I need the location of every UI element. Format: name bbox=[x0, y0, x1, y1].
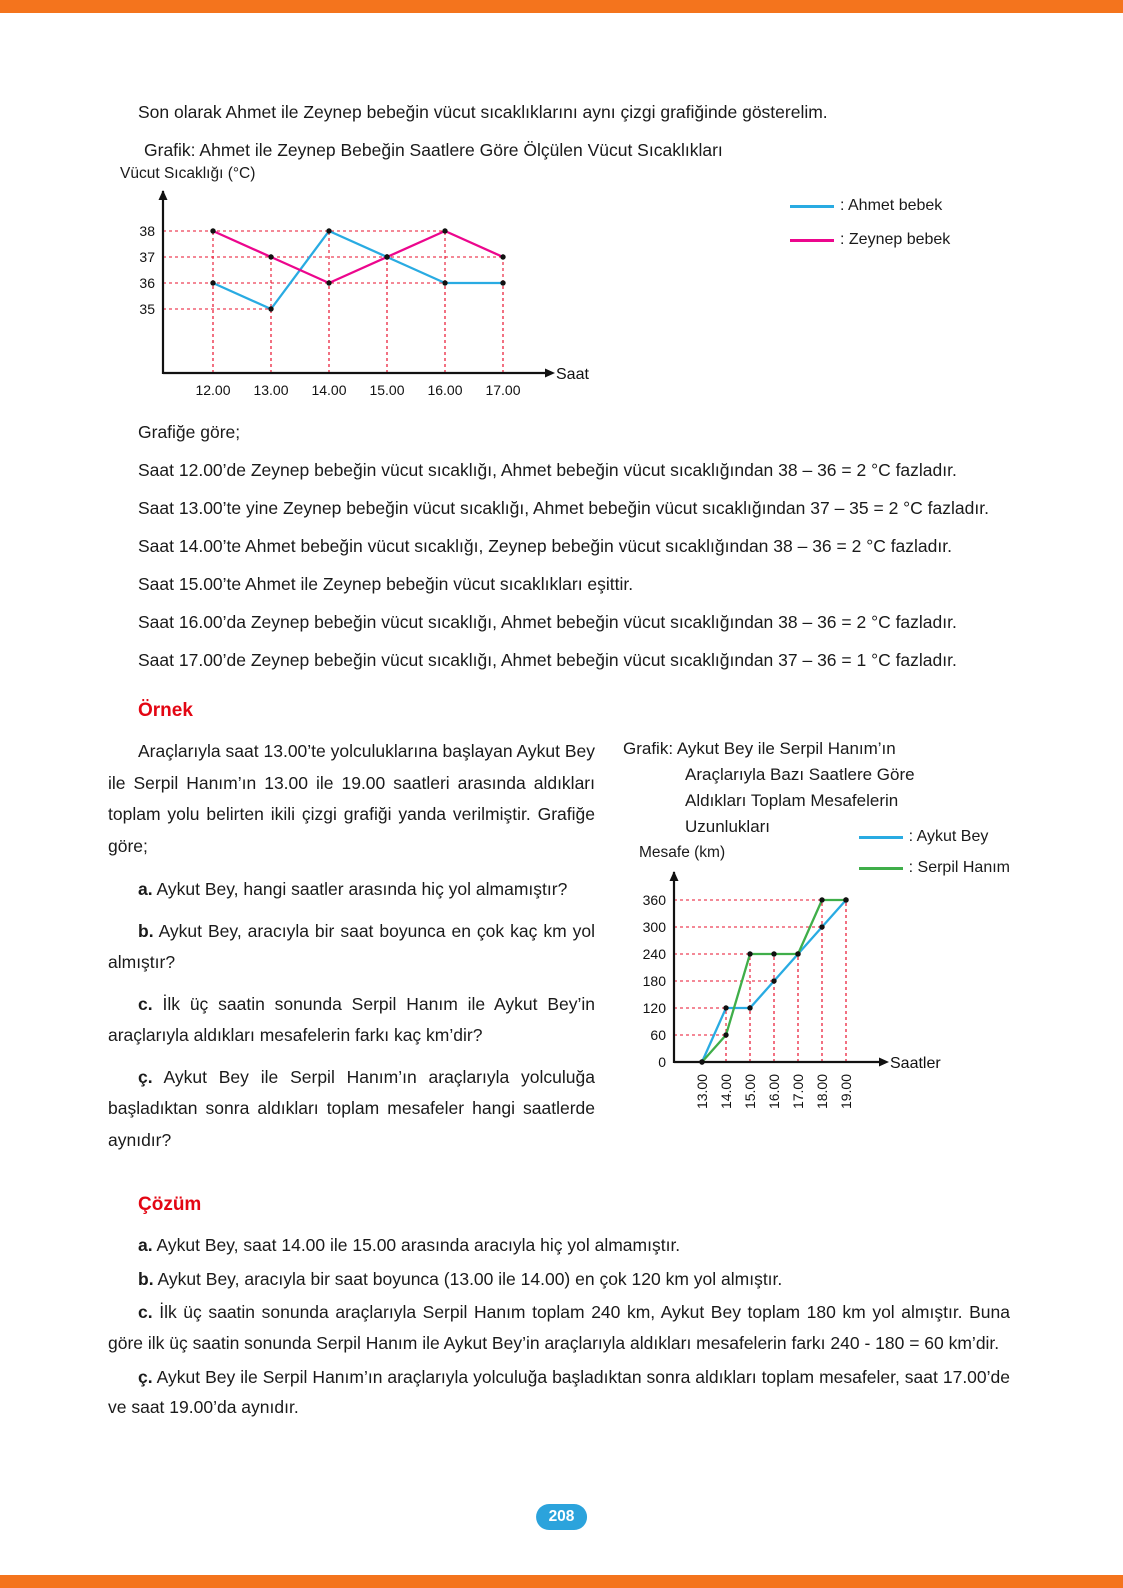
chart1-legend bbox=[790, 197, 950, 249]
solution-section bbox=[108, 1230, 1010, 1423]
legend-label-serpil: : Serpil Hanım bbox=[908, 859, 1010, 876]
chart2-title bbox=[623, 736, 1010, 840]
svg-text:360: 360 bbox=[642, 892, 666, 908]
svg-text:18.00: 18.00 bbox=[814, 1074, 830, 1110]
svg-text:13.00: 13.00 bbox=[253, 382, 289, 398]
svg-text:16.00: 16.00 bbox=[766, 1074, 782, 1110]
svg-text:Saatler: Saatler bbox=[890, 1055, 941, 1072]
solution-a-text: Aykut Bey, saat 14.00 ile 15.00 arasında aracıyla hiç yol almamıştır. bbox=[156, 1235, 681, 1255]
analysis-line-1400: Saat 14.00’te Ahmet bebeğin vücut sıcaklığı, Zeynep bebeğin vücut sıcaklığından 38 – 36 = 2 °C fazladır. bbox=[138, 536, 952, 556]
temperature-line-chart bbox=[118, 183, 618, 403]
question-c2 bbox=[108, 1062, 595, 1157]
chart2-title-line-4: Uzunlukları bbox=[685, 817, 771, 836]
question-b bbox=[108, 916, 595, 979]
intro-paragraph: Son olarak Ahmet ile Zeynep bebeğin vücut sıcaklıklarını aynı çizgi grafiğinde gösterelim. bbox=[138, 102, 828, 122]
svg-text:17.00: 17.00 bbox=[485, 382, 521, 398]
bottom-edge-bar bbox=[0, 1575, 1123, 1588]
analysis-line-1200: Saat 12.00’de Zeynep bebeğin vücut sıcaklığı, Ahmet bebeğin vücut sıcaklığından 38 – 36 = 2 °C fazladır. bbox=[138, 460, 957, 480]
svg-text:38: 38 bbox=[139, 223, 155, 239]
chart1-y-axis-label: Vücut Sıcaklığı (°C) bbox=[120, 165, 256, 182]
chart2-title-line-3: Aldıkları Toplam Mesafelerin bbox=[685, 791, 899, 810]
analysis-line-1600: Saat 16.00’da Zeynep bebeğin vücut sıcaklığı, Ahmet bebeğin vücut sıcaklığından 38 – 36 = 2 °C fazladır. bbox=[138, 612, 957, 632]
analysis-line-1500: Saat 15.00’te Ahmet ile Zeynep bebeğin vücut sıcaklıkları eşittir. bbox=[138, 574, 634, 594]
example-paragraph: Araçlarıyla saat 13.00’te yolculuklarına başlayan Aykut Bey ile Serpil Hanım’ın 13.00 ile 19.00 saatleri arasında aldıkları toplam yolu belirten ikili çizgi grafiği yanda verilmiştir. Grafiğe göre; bbox=[108, 741, 595, 856]
analysis-intro: Grafiğe göre; bbox=[138, 422, 241, 442]
svg-text:0: 0 bbox=[658, 1054, 666, 1070]
svg-text:120: 120 bbox=[642, 1000, 666, 1016]
cozum-heading: Çözüm bbox=[138, 1194, 202, 1215]
top-edge-bar bbox=[0, 0, 1123, 13]
svg-text:16.00: 16.00 bbox=[427, 382, 463, 398]
solution-c bbox=[108, 1297, 1010, 1358]
solution-a-label: a. bbox=[138, 1235, 153, 1255]
svg-text:37: 37 bbox=[139, 249, 155, 265]
legend-label-ahmet: : Ahmet bebek bbox=[840, 197, 943, 214]
analysis-line-1700: Saat 17.00’de Zeynep bebeğin vücut sıcaklığı, Ahmet bebeğin vücut sıcaklığından 37 – 36 = 1 °C fazladır. bbox=[138, 650, 957, 670]
question-a-text: Aykut Bey, hangi saatler arasında hiç yol almamıştır? bbox=[156, 879, 568, 899]
example-text-column bbox=[108, 736, 595, 1166]
solution-b bbox=[108, 1264, 1010, 1295]
example-two-column bbox=[108, 736, 1010, 1166]
question-c bbox=[108, 989, 595, 1052]
svg-text:180: 180 bbox=[642, 973, 666, 989]
legend-item-zeynep bbox=[790, 231, 950, 249]
chart2-title-line-1: Grafik: Aykut Bey ile Serpil Hanım’ın bbox=[623, 739, 896, 758]
svg-text:19.00: 19.00 bbox=[838, 1074, 854, 1110]
page-content bbox=[108, 98, 1010, 1426]
chart2-title-line-2: Araçlarıyla Bazı Saatlere Göre bbox=[685, 765, 915, 784]
svg-text:15.00: 15.00 bbox=[742, 1074, 758, 1110]
legend-label-zeynep: : Zeynep bebek bbox=[840, 231, 951, 248]
svg-text:14.00: 14.00 bbox=[311, 382, 347, 398]
chart1-area bbox=[118, 183, 1010, 408]
temperature-chart-section bbox=[108, 140, 1010, 408]
question-b-label: b. bbox=[138, 920, 154, 941]
page-number-badge: 208 bbox=[536, 1504, 588, 1530]
analysis-section bbox=[108, 418, 1010, 674]
svg-text:60: 60 bbox=[650, 1027, 666, 1043]
legend-item-serpil bbox=[859, 859, 1010, 877]
svg-text:17.00: 17.00 bbox=[790, 1074, 806, 1110]
svg-text:14.00: 14.00 bbox=[718, 1074, 734, 1110]
svg-text:Saat: Saat bbox=[556, 366, 589, 383]
solution-b-text: Aykut Bey, aracıyla bir saat boyunca (13.00 ile 14.00) en çok 120 km yol almıştır. bbox=[157, 1268, 783, 1289]
solution-c2-text: Aykut Bey ile Serpil Hanım’ın araçlarıyla yolculuğa başladıktan sonra aldıkları toplam mesafeler, saat 17.00’de ve saat 19.00’da aynıdır. bbox=[108, 1366, 1010, 1418]
question-a bbox=[108, 874, 595, 906]
svg-text:36: 36 bbox=[139, 275, 155, 291]
serpil-line-swatch bbox=[859, 867, 903, 870]
legend-label-aykut: : Aykut Bey bbox=[908, 828, 989, 845]
svg-text:12.00: 12.00 bbox=[195, 382, 231, 398]
zeynep-line-swatch bbox=[790, 239, 834, 242]
legend-item-aykut bbox=[859, 828, 1010, 846]
solution-c-text: İlk üç saatin sonunda araçlarıyla Serpil Hanım toplam 240 km, Aykut Bey toplam 180 km yol almıştır. Buna göre ilk üç saatin sonunda Serpil Hanım ile Aykut Bey’in araçlarıyla aldıkları mesafelerin farkı 240 - 180 = 60 km’dir. bbox=[108, 1302, 1010, 1353]
question-c-text: İlk üç saatin sonunda Serpil Hanım ile Aykut Bey’in araçlarıyla aldıkları mesafelerin farkı kaç km’dir? bbox=[108, 993, 595, 1045]
svg-text:15.00: 15.00 bbox=[369, 382, 405, 398]
svg-text:35: 35 bbox=[139, 301, 155, 317]
solution-c-label: c. bbox=[138, 1302, 153, 1323]
question-a-label: a. bbox=[138, 879, 153, 899]
solution-c2 bbox=[108, 1362, 1010, 1423]
aykut-line-swatch bbox=[859, 836, 903, 839]
question-c2-text: Aykut Bey ile Serpil Hanım’ın araçlarıyla yolculuğa başladıktan sonra aldıkları toplam mesafeler hangi saatlerde aynıdır? bbox=[108, 1066, 596, 1150]
chart1-title: Grafik: Ahmet ile Zeynep Bebeğin Saatlere Göre Ölçülen Vücut Sıcaklıkları bbox=[144, 140, 723, 160]
svg-text:240: 240 bbox=[642, 946, 666, 962]
solution-b-label: b. bbox=[138, 1268, 154, 1289]
question-c-label: c. bbox=[138, 993, 153, 1014]
chart2-y-axis-label: Mesafe (km) bbox=[639, 844, 726, 861]
chart2-legend bbox=[859, 828, 1010, 877]
solution-c2-label: ç. bbox=[138, 1366, 153, 1387]
svg-text:300: 300 bbox=[642, 919, 666, 935]
ornek-heading: Örnek bbox=[138, 700, 193, 721]
svg-text:13.00: 13.00 bbox=[694, 1074, 710, 1110]
solution-a bbox=[108, 1230, 1010, 1261]
analysis-line-1300: Saat 13.00’te yine Zeynep bebeğin vücut sıcaklığı, Ahmet bebeğin vücut sıcaklığından 37 – 35 = 2 °C fazladır. bbox=[138, 498, 989, 518]
question-b-text: Aykut Bey, aracıyla bir saat boyunca en çok kaç km yol almıştır? bbox=[108, 920, 595, 972]
legend-item-ahmet bbox=[790, 197, 950, 215]
distance-chart-column bbox=[623, 736, 1010, 1166]
ahmet-line-swatch bbox=[790, 205, 834, 208]
distance-line-chart bbox=[634, 862, 954, 1120]
question-c2-label: ç. bbox=[138, 1066, 153, 1087]
